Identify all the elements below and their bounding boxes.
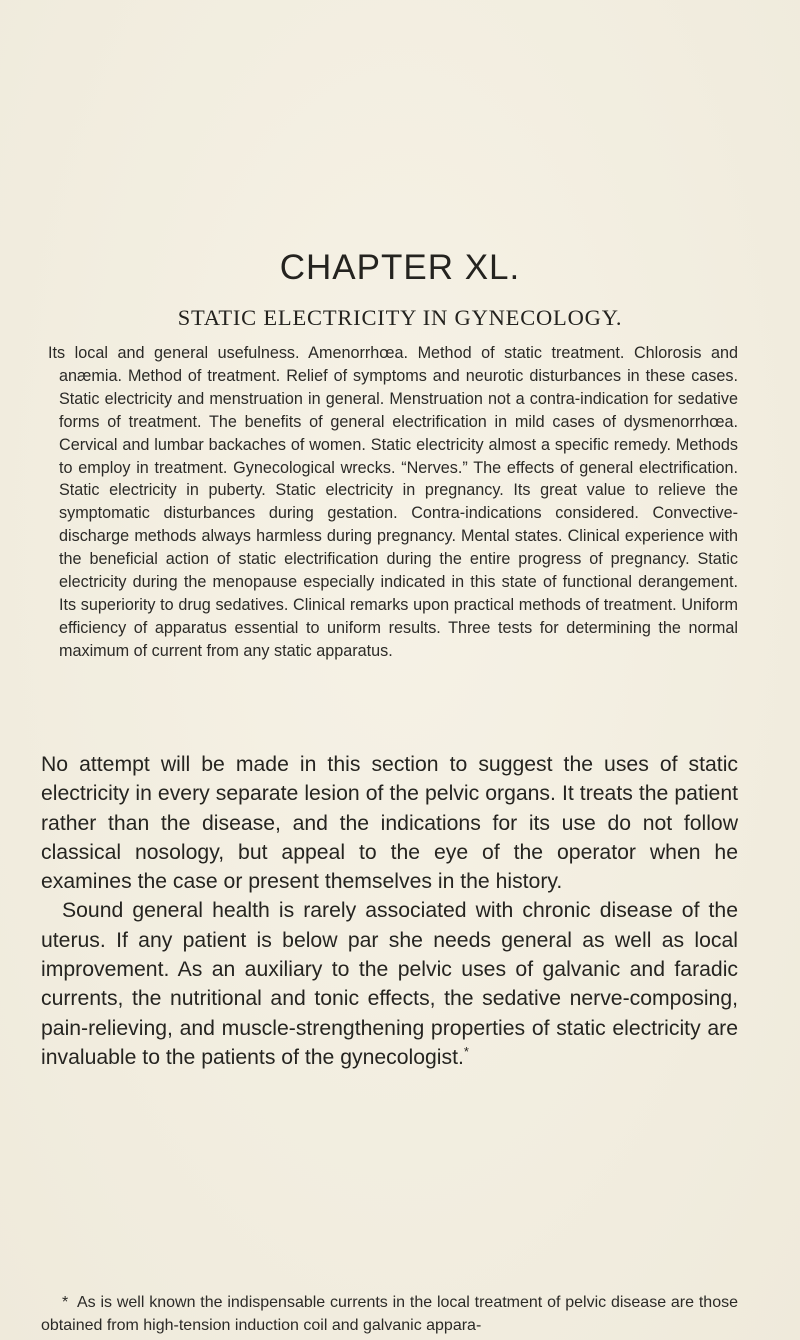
chapter-body [41,750,738,1072]
chapter-title: CHAPTER XL. [279,248,521,287]
chapter-subtitle: STATIC ELECTRICITY IN GYNECOLOGY. [177,305,623,330]
chapter-synopsis: Its local and general usefulness. Amenorrhœa. Method of static treatment. Chlorosis and anæmia. Method of treatment. Relief of symptoms and neurotic disturbances in these cases. Static electricity and menstruation in general. Menstruation not a contra-indication for sedative forms of treatment. The benefits of general electrification in mild cases of dysmenorrhœa. Cervical and lumbar backaches of women. Static electricity almost a specific remedy. Methods to employ in treatment. Gynecological wrecks. “Nerves.” The effects of general electrification. Static electricity in puberty. Static electricity in pregnancy. Its great value to relieve the symptomatic disturbances during gestation. Contra-indications considered. Convective-discharge methods always harmless during pregnancy. Mental states. Clinical experience with the beneficial action of static electrification during the entire progress of pregnancy. Static electricity during the menopause especially indicated in this state of functional derangement. Its superiority to drug sedatives. Clinical remarks upon practical methods of treatment. Uniform efficiency of apparatus essential to uniform results. Three tests for determining the normal maximum of current from any static apparatus. [48,344,738,660]
body-paragraph [41,896,738,1072]
body-paragraph [41,750,738,896]
footnote-text: As is well known the indispensable currents in the local treatment of pelvic disease are those obtained from high-tension induction coil and galvanic appara- [41,1294,738,1334]
footnote-reference: * [463,1043,469,1059]
body-paragraph-text: No attempt will be made in this section to suggest the uses of static electricity in every separate lesion of the pelvic organs. It treats the patient rather than the disease, and the indications for its use do not follow classical nosology, but appeal to the eye of the operator when he examines the case or present themselves in the history. [41,753,738,894]
footnote-marker: * [62,1294,69,1311]
footnote [41,1292,738,1337]
body-paragraph-text: Sound general health is rarely associated with chronic disease of the uterus. If any patient is below par she needs general as well as local improvement. As an auxiliary to the pelvic uses of galvanic and faradic currents, the nutritional and tonic effects, the sedative nerve-composing, pain-relieving, and muscle-strengthening properties of static electricity are invaluable to the patients of the gynecologist. [41,899,738,1069]
